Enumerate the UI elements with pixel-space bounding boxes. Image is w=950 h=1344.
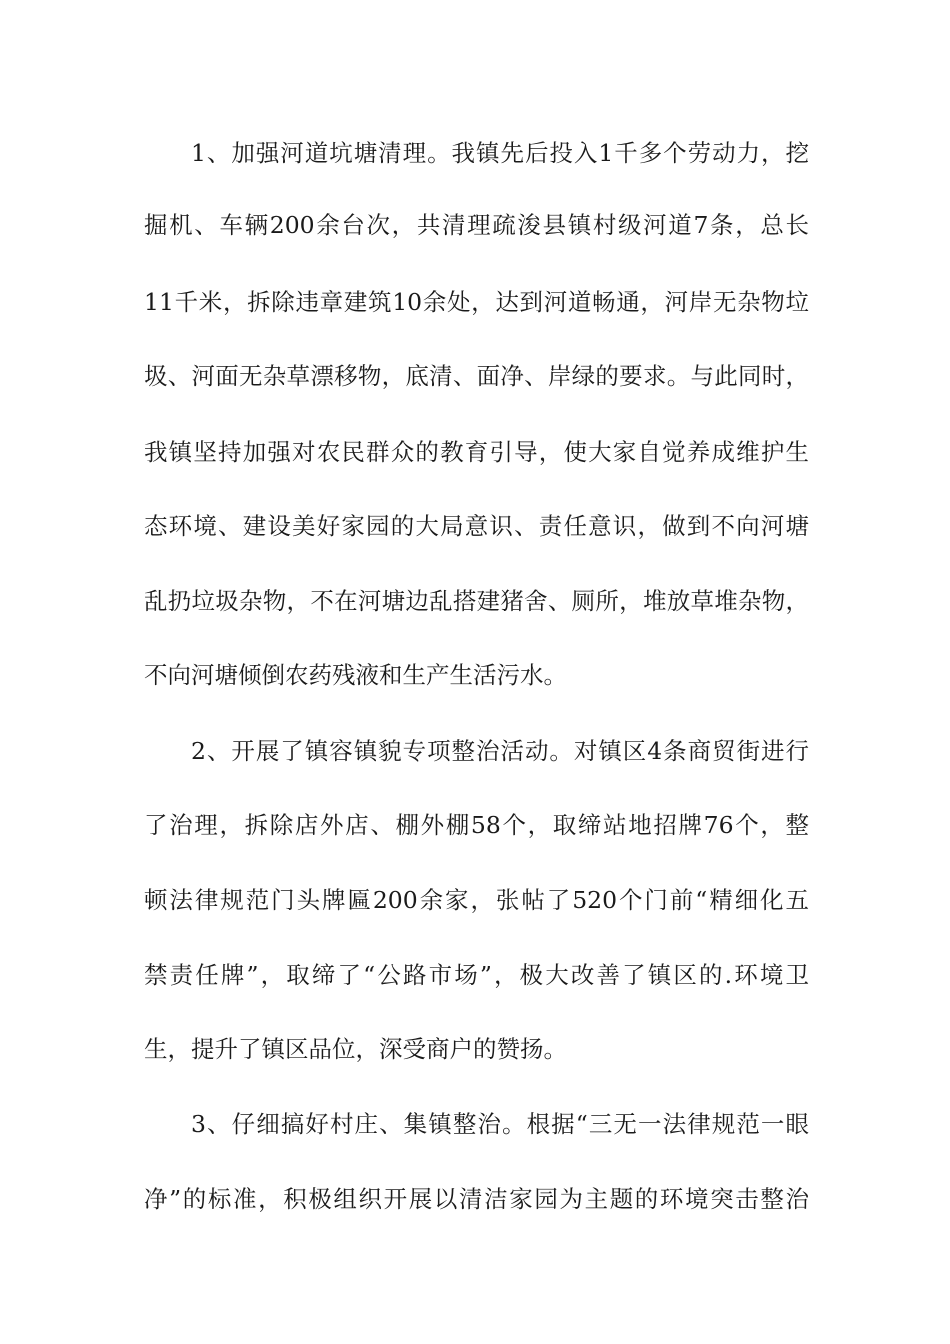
paragraph-1-line-7: 乱扔垃圾杂物，不在河塘边乱搭建猪舍、厕所，堆放草堆杂物， [144,587,809,615]
paragraph-1-line-1: 1、加强河道坑塘清理。我镇先后投入1千多个劳动力，挖 [191,139,809,167]
paragraph-1-line-3: 11千米，拆除违章建筑10余处，达到河道畅通，河岸无杂物垃 [144,288,809,316]
paragraph-2-line-2: 了治理，拆除店外店、棚外棚58个，取缔站地招牌76个，整 [144,811,809,839]
paragraph-1-line-8: 不向河塘倾倒农药残液和生产生活污水。 [144,661,567,689]
paragraph-1-line-2: 掘机、车辆200余台次，共清理疏浚县镇村级河道7条，总长 [144,211,809,239]
paragraph-3-line-2: 净”的标准，积极组织开展以清洁家园为主题的环境突击整治 [144,1185,809,1213]
paragraph-2-line-1: 2、开展了镇容镇貌专项整治活动。对镇区4条商贸街进行 [191,737,809,765]
paragraph-1-line-4: 圾、河面无杂草漂移物，底清、面净、岸绿的要求。与此同时， [144,362,809,390]
paragraph-1-line-5: 我镇坚持加强对农民群众的教育引导，使大家自觉养成维护生 [144,438,809,466]
paragraph-2-line-4: 禁责任牌”，取缔了“公路市场”，极大改善了镇区的.环境卫 [144,961,809,989]
paragraph-2-line-3: 顿法律规范门头牌匾200余家，张帖了520个门前“精细化五 [144,886,809,914]
paragraph-1-line-6: 态环境、建设美好家园的大局意识、责任意识，做到不向河塘 [144,512,809,540]
paragraph-3-line-1: 3、仔细搞好村庄、集镇整治。根据“三无一法律规范一眼 [191,1110,809,1138]
paragraph-2-line-5: 生，提升了镇区品位，深受商户的赞扬。 [144,1035,567,1063]
